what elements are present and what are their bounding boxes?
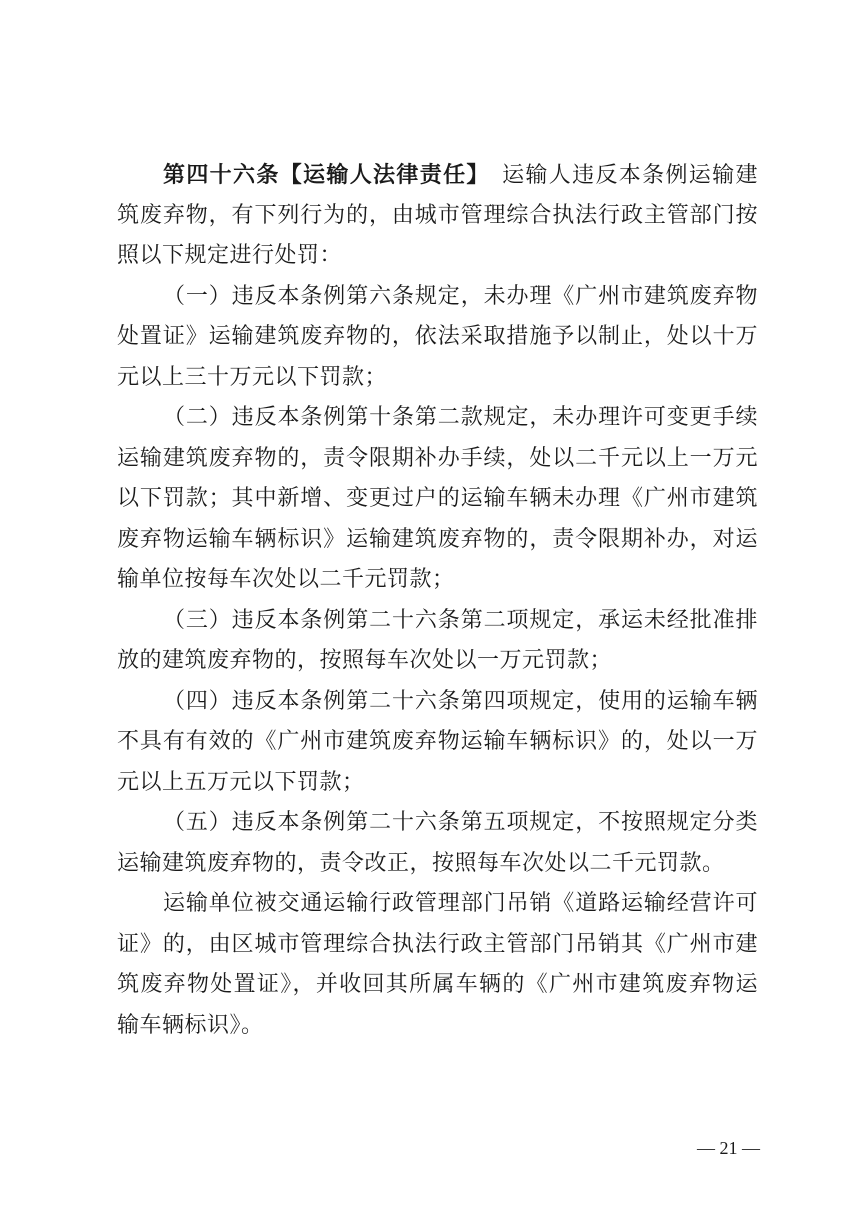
text-line: （四）违反本条例第二十六条第四项规定，使用的运输车辆 — [163, 688, 758, 714]
article-intro-paragraph — [117, 155, 758, 277]
text-line: 运输建筑废弃物的，责令限期补办手续，处以二千元以上一万元 — [117, 445, 758, 471]
text-line: 废弃物运输车辆标识》运输建筑废弃物的，责令限期补办，对运 — [117, 526, 758, 552]
text-line: 处置证》运输建筑废弃物的，依法采取措施予以制止，处以十万 — [117, 324, 758, 349]
text-line: 运输建筑废弃物的，责令改正，按照每车次处以二千元罚款。 — [117, 850, 725, 876]
text-line: 元以上五万元以下罚款； — [117, 769, 365, 795]
article-paragraph — [117, 398, 758, 601]
text-line: 照以下规定进行处罚： — [117, 243, 343, 268]
article-paragraph — [117, 884, 758, 1046]
text-line — [117, 155, 758, 196]
text-line: 元以上三十万元以下罚款； — [117, 364, 388, 390]
text-line: 证》的，由区城市管理综合执法行政主管部门吊销其《广州市建 — [117, 931, 758, 957]
page-number: — 21 — — [697, 1138, 760, 1158]
text-line: 筑废弃物，有下列行为的，由城市管理综合执法行政主管部门按 — [117, 202, 758, 228]
article-paragraph — [117, 277, 758, 399]
text-line: （三）违反本条例第二十六条第二项规定，承运未经批准排 — [163, 607, 758, 633]
text-line: 运输单位被交通运输行政管理部门吊销《道路运输经营许可 — [163, 891, 758, 916]
text-line: 输车辆标识》。 — [117, 1012, 264, 1038]
article-paragraph — [117, 803, 758, 884]
article-body — [117, 155, 758, 1046]
text-line: 输单位按每车次处以二千元罚款； — [117, 567, 455, 592]
text-line: 筑废弃物处置证》，并收回其所属车辆的《广州市建筑废弃物运 — [117, 972, 758, 997]
article-paragraph — [117, 601, 758, 682]
text-line: （二）违反本条例第十条第二款规定，未办理许可变更手续 — [163, 405, 758, 430]
text-line: （一）违反本条例第六条规定，未办理《广州市建筑废弃物 — [163, 283, 758, 309]
article-paragraph — [117, 682, 758, 804]
text-line: （五）违反本条例第二十六条第五项规定，不按照规定分类 — [163, 810, 758, 835]
text-line: 不具有有效的《广州市建筑废弃物运输车辆标识》的，处以一万 — [117, 729, 758, 754]
article-heading: 第四十六条【运输人法律责任】 — [163, 162, 479, 188]
text-line: 以下罚款；其中新增、变更过户的运输车辆未办理《广州市建筑 — [117, 486, 758, 511]
text-line-content: 运输人违反本条例运输建 — [478, 163, 758, 188]
text-line: 放的建筑废弃物的，按照每车次处以一万元罚款； — [117, 648, 613, 673]
